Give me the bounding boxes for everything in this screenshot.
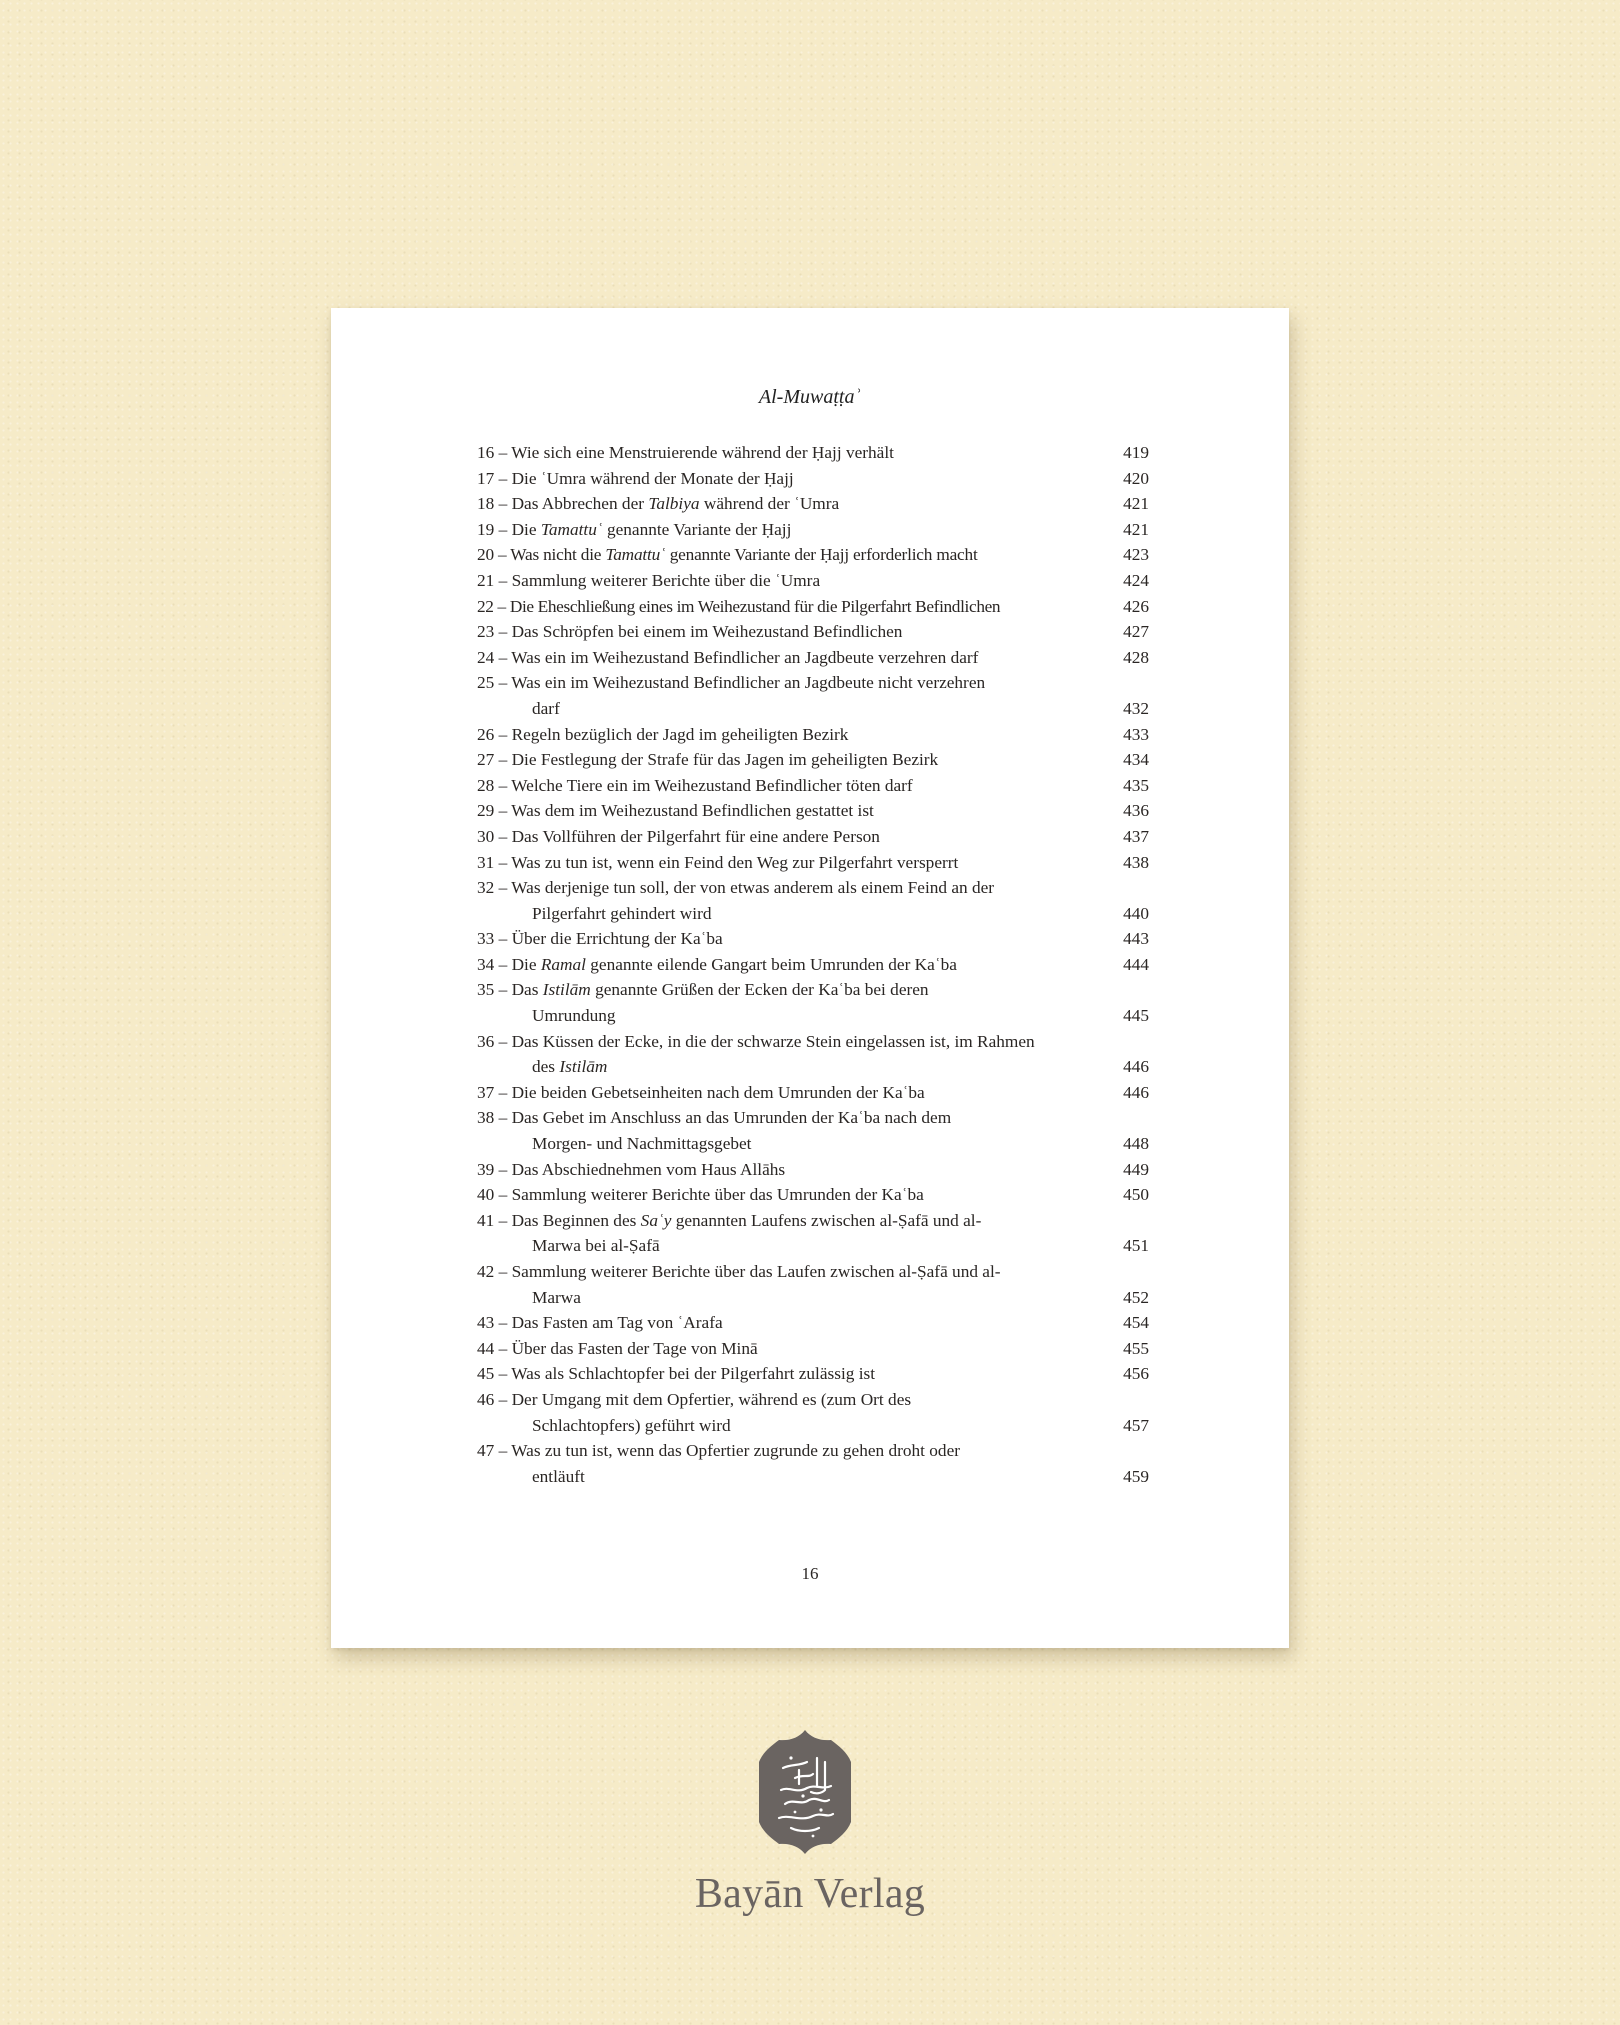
toc-entry-title: 21 – Sammlung weiterer Berichte über die ʿUmra [477,570,821,590]
toc-entry-page: 443 [1123,929,1149,949]
toc-entry [477,875,1149,926]
toc-entry [477,1157,1149,1183]
toc-entry-page: 421 [1123,494,1149,514]
toc-entry-page: 435 [1123,775,1149,795]
toc-entry-title: 38 – Das Gebet im Anschluss an das Umrunden der Kaʿba nach dem Morgen- und Nachmittagsgebet [477,1108,952,1154]
toc-entry-title: 33 – Über die Errichtung der Kaʿba [477,929,723,949]
toc-entry-title: 40 – Sammlung weiterer Berichte über das Umrunden der Kaʿba [477,1185,924,1205]
toc-entry-page: 420 [1123,468,1149,488]
toc-entry-page: 432 [1123,698,1149,718]
toc-entry-page: 424 [1123,570,1149,590]
toc-entry-title: 16 – Wie sich eine Menstruierende während der Ḥajj verhält [477,443,894,462]
toc-entry-title: 46 – Der Umgang mit dem Opfertier, während es (zum Ort des Schlachtopfers) geführt wird [477,1389,912,1435]
toc-entry-title: 36 – Das Küssen der Ecke, in die der schwarze Stein eingelassen ist, im Rahmen des Istilām [477,1031,1035,1077]
toc-entry [477,977,1149,1028]
toc-entry-title: 26 – Regeln bezüglich der Jagd im geheiligten Bezirk [477,724,849,744]
toc-entry [477,1080,1149,1106]
toc-entry [477,1208,1149,1259]
toc-entry [477,1310,1149,1336]
toc-entry-page: 440 [1123,903,1149,923]
toc-entry-page: 428 [1123,647,1149,667]
toc-entry-page: 454 [1123,1313,1149,1333]
toc-entry-title: 32 – Was derjenige tun soll, der von etwas anderem als einem Feind an der Pilgerfahrt gehindert wird [477,878,995,923]
toc-entry [477,568,1149,594]
toc-entry [477,926,1149,952]
toc-entry-title: 35 – Das Istilām genannte Grüßen der Ecken der Kaʿba bei deren Umrundung [477,980,929,1026]
toc-entry-page: 427 [1123,622,1149,642]
toc-entry-page: 437 [1123,826,1149,846]
toc-entry-page: 419 [1123,443,1149,462]
toc-entry [477,952,1149,978]
toc-entry [477,1182,1149,1208]
toc-entry-page: 434 [1123,750,1149,770]
toc-entry-title: 29 – Was dem im Weihezustand Befindlichen gestattet ist [477,801,874,821]
toc-entry [477,517,1149,543]
toc-entry-page: 438 [1123,852,1149,872]
calligraphy-emblem-icon [755,1728,855,1856]
toc-entry [477,466,1149,492]
toc-entry-title: 30 – Das Vollführen der Pilgerfahrt für eine andere Person [477,826,880,846]
toc-entry-page: 433 [1123,724,1149,744]
toc-entry-page: 455 [1123,1338,1149,1358]
toc-entry-title: 24 – Was ein im Weihezustand Befindlicher an Jagdbeute verzehren darf [477,647,979,667]
toc-entry-page: 446 [1123,1057,1149,1077]
table-of-contents [477,440,1149,1489]
toc-entry-title: 42 – Sammlung weiterer Berichte über das Laufen zwischen al-Ṣafā und al-Marwa [477,1262,1001,1307]
toc-entry [477,619,1149,645]
toc-entry-title: 34 – Die Ramal genannte eilende Gangart beim Umrunden der Kaʿba [477,954,957,974]
toc-entry-page: 421 [1123,519,1149,539]
toc-entry [477,670,1149,721]
toc-entry-title: 28 – Welche Tiere ein im Weihezustand Befindlicher töten darf [477,775,913,795]
toc-entry-page: 456 [1123,1364,1149,1384]
toc-entry-page: 451 [1123,1236,1149,1256]
toc-entry-page: 445 [1123,1006,1149,1026]
toc-entry [477,850,1149,876]
toc-entry [477,645,1149,671]
toc-entry [477,1387,1149,1438]
toc-entry [477,824,1149,850]
toc-entry [477,747,1149,773]
toc-entry-title: 18 – Das Abbrechen der Talbiya während der ʿUmra [477,494,840,514]
toc-entry-page: 459 [1123,1466,1149,1486]
toc-entry [477,1105,1149,1156]
toc-entry [477,1438,1149,1489]
toc-entry [477,1361,1149,1387]
toc-entry-title: 19 – Die Tamattuʿ genannte Variante der Ḥajj [477,519,792,539]
toc-entry-title: 43 – Das Fasten am Tag von ʿArafa [477,1313,723,1333]
toc-entry-title: 37 – Die beiden Gebetseinheiten nach dem Umrunden der Kaʿba [477,1082,925,1102]
toc-entry-title: 31 – Was zu tun ist, wenn ein Feind den Weg zur Pilgerfahrt versperrt [477,852,959,872]
toc-entry-title: 20 – Was nicht die Tamattuʿ genannte Variante der Ḥajj erforderlich macht [477,545,978,565]
toc-entry-title: 39 – Das Abschiednehmen vom Haus Allāhs [477,1159,786,1179]
toc-entry [477,542,1149,568]
toc-entry [477,722,1149,748]
toc-entry-title: 47 – Was zu tun ist, wenn das Opfertier zugrunde zu gehen droht oder entläuft [477,1441,960,1486]
toc-entry-page: 423 [1123,545,1149,565]
toc-entry [477,594,1149,620]
publisher-name: Bayān Verlag [694,1871,926,1917]
toc-entry [477,773,1149,799]
toc-entry-page: 457 [1123,1415,1149,1435]
toc-entry-page: 448 [1123,1134,1149,1154]
toc-entry-page: 450 [1123,1185,1149,1205]
toc-entry [477,1336,1149,1362]
toc-entry-title: 45 – Was als Schlachtopfer bei der Pilgerfahrt zulässig ist [477,1364,876,1384]
toc-entry-page: 426 [1123,596,1149,616]
running-head: Al-Muwaṭṭaʾ [758,386,862,408]
toc-entry [477,491,1149,517]
book-page [331,308,1289,1648]
toc-entry-title: 22 – Die Eheschließung eines im Weihezustand für die Pilgerfahrt Befindlichen [477,596,1001,616]
toc-entry-title: 41 – Das Beginnen des Saʿy genannten Laufens zwischen al-Ṣafā und al-Marwa bei al-Ṣafā [477,1210,982,1256]
toc-entry [477,440,1149,466]
toc-entry-title: 25 – Was ein im Weihezustand Befindlicher an Jagdbeute nicht verzehren darf [477,673,986,718]
toc-entry-title: 17 – Die ʿUmra während der Monate der Ḥajj [477,468,794,488]
toc-entry-page: 444 [1123,954,1149,974]
toc-entry-page: 446 [1123,1082,1149,1102]
toc-entry [477,798,1149,824]
toc-entry-page: 449 [1123,1159,1149,1179]
toc-entry-page: 436 [1123,801,1149,821]
toc-entry-page: 452 [1123,1287,1149,1307]
toc-entry-title: 44 – Über das Fasten der Tage von Minā [477,1338,758,1358]
page-number: 16 [801,1564,819,1583]
toc-entry-title: 23 – Das Schröpfen bei einem im Weihezustand Befindlichen [477,622,903,642]
toc-entry-title: 27 – Die Festlegung der Strafe für das Jagen im geheiligten Bezirk [477,750,939,770]
toc-entry [477,1029,1149,1080]
toc-entry [477,1259,1149,1310]
